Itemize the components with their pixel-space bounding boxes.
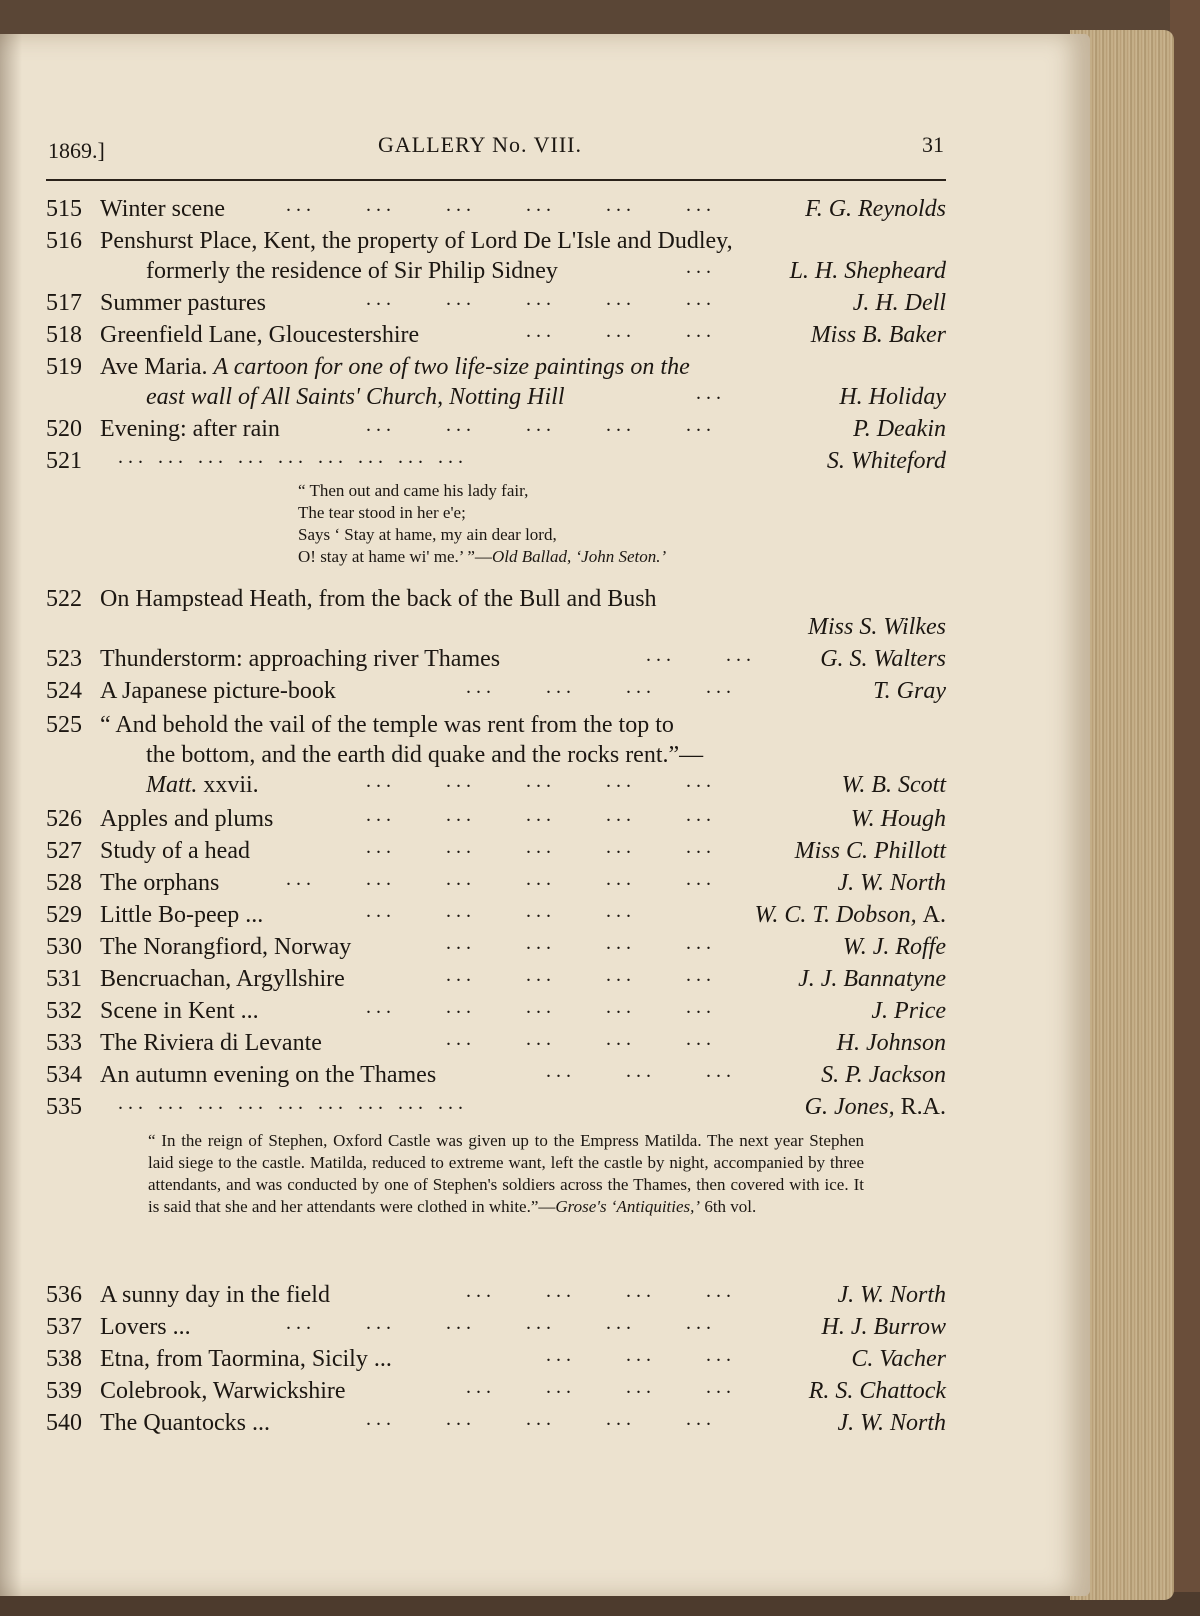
entry-title: Winter scene bbox=[100, 196, 225, 222]
entry-number: 532 bbox=[46, 998, 82, 1024]
entry-title: Lovers ... bbox=[100, 1314, 191, 1340]
header-year: 1869.] bbox=[48, 138, 105, 163]
entry-number: 517 bbox=[46, 290, 82, 316]
leader-dots: ... ... ... ... ... bbox=[366, 804, 716, 826]
entry-artist: J. W. North bbox=[837, 870, 946, 896]
entry-title: Thunderstorm: approaching river Thames bbox=[100, 646, 501, 672]
entry-artist: G. S. Walters bbox=[820, 646, 946, 672]
leader-dots: ... ... ... ... ... ... ... ... ... bbox=[118, 1092, 468, 1114]
entry-artist: J. W. North bbox=[837, 1282, 946, 1308]
leader-dots: ... ... ... ... bbox=[466, 1280, 736, 1302]
entry-title: Etna, from Taormina, Sicily ... bbox=[100, 1346, 392, 1372]
entry-number: 526 bbox=[46, 806, 82, 832]
entry-number: 534 bbox=[46, 1062, 82, 1088]
entry-title: Greenfield Lane, Gloucestershire bbox=[100, 322, 420, 348]
leader-dots: ... ... ... ... ... ... ... ... ... bbox=[118, 446, 468, 468]
entry-title: A Japanese picture-book bbox=[100, 678, 336, 704]
entry-number: 539 bbox=[46, 1378, 82, 1404]
quote-line: “ Then out and came his lady fair, bbox=[298, 481, 529, 500]
entry-number: 521 bbox=[46, 448, 82, 474]
entry-title-continuation: Matt. xxvii. bbox=[146, 772, 259, 798]
entry-artist: J. H. Dell bbox=[852, 290, 946, 316]
entry-title: Colebrook, Warwickshire bbox=[100, 1378, 346, 1404]
entry-title: Little Bo-peep ... bbox=[100, 902, 264, 928]
entry-title: “ And behold the vail of the temple was rent from the top to bbox=[100, 712, 674, 738]
entry-number: 540 bbox=[46, 1410, 82, 1436]
entry-number: 536 bbox=[46, 1282, 82, 1308]
leader-dots: ... ... ... ... ... ... bbox=[286, 1312, 716, 1334]
entry-title-continuation: formerly the residence of Sir Philip Sidney bbox=[146, 258, 558, 284]
entry-number: 523 bbox=[46, 646, 82, 672]
page-number: 31 bbox=[922, 132, 944, 157]
leader-dots: ... ... ... ... ... bbox=[366, 770, 716, 792]
entry-artist: R. S. Chattock bbox=[808, 1378, 946, 1404]
leader-dots: ... ... ... ... ... bbox=[366, 996, 716, 1018]
entry-title: Bencruachan, Argyllshire bbox=[100, 966, 345, 992]
leader-dots: ... ... ... ... ... bbox=[366, 1408, 716, 1430]
entry-title: Scene in Kent ... bbox=[100, 998, 259, 1024]
entry-number: 535 bbox=[46, 1094, 82, 1120]
leader-dots: ... ... ... ... ... ... bbox=[286, 194, 716, 216]
entry-title-continuation: east wall of All Saints' Church, Notting Hill bbox=[146, 384, 565, 410]
entry-number: 516 bbox=[46, 228, 82, 254]
entry-artist: Miss B. Baker bbox=[810, 322, 946, 348]
entry-title: The Norangfiord, Norway bbox=[100, 934, 352, 960]
leader-dots: ... ... bbox=[646, 644, 756, 666]
quote-line: The tear stood in her e'e; bbox=[298, 503, 466, 522]
entry-artist: W. Hough bbox=[850, 806, 946, 832]
entry-title-continuation: the bottom, and the earth did quake and the rocks rent.”— bbox=[146, 742, 704, 768]
entry-artist: Miss S. Wilkes bbox=[808, 614, 946, 640]
entry-number: 518 bbox=[46, 322, 82, 348]
entry-artist: H. Johnson bbox=[836, 1030, 946, 1056]
leader-dots: ... ... ... bbox=[546, 1344, 736, 1366]
entry-title: Summer pastures bbox=[100, 290, 266, 316]
entry-artist: S. Whiteford bbox=[826, 448, 946, 474]
entry-number: 529 bbox=[46, 902, 82, 928]
entry-artist: H. Holiday bbox=[839, 384, 946, 410]
leader-dots: ... ... ... ... bbox=[366, 900, 636, 922]
entry-title: Apples and plums bbox=[100, 806, 274, 832]
entry-title: The Riviera di Levante bbox=[100, 1030, 322, 1056]
entry-artist: C. Vacher bbox=[851, 1346, 946, 1372]
entry-number: 520 bbox=[46, 416, 82, 442]
entry-artist: J. J. Bannatyne bbox=[798, 966, 946, 992]
entry-number: 524 bbox=[46, 678, 82, 704]
entry-number: 528 bbox=[46, 870, 82, 896]
entry-number: 525 bbox=[46, 712, 82, 738]
entry-number: 530 bbox=[46, 934, 82, 960]
entry-artist: S. P. Jackson bbox=[821, 1062, 946, 1088]
leader-dots: ... bbox=[696, 382, 726, 404]
entry-artist: H. J. Burrow bbox=[821, 1314, 946, 1340]
leader-dots: ... ... ... ... ... bbox=[366, 288, 716, 310]
header-rule bbox=[46, 179, 946, 181]
entry-artist: J. Price bbox=[871, 998, 946, 1024]
leader-dots: ... bbox=[686, 256, 716, 278]
entry-number: 531 bbox=[46, 966, 82, 992]
entry-number: 527 bbox=[46, 838, 82, 864]
entry-artist: W. C. T. Dobson, A. bbox=[754, 902, 946, 928]
leader-dots: ... ... ... ... bbox=[466, 676, 736, 698]
entry-title: On Hampstead Heath, from the back of the Bull and Bush bbox=[100, 586, 657, 612]
leader-dots: ... ... ... ... bbox=[446, 964, 716, 986]
leader-dots: ... ... ... ... ... ... bbox=[286, 868, 716, 890]
book-frame-right bbox=[1170, 0, 1200, 1616]
quote-grose: “ In the reign of Stephen, Oxford Castle was given up to the Empress Matilda. The next year Stephen laid siege to the castle. Matilda, reduced to extreme want, left the castle by night, accompanied by three attendants, and was conducted by one of Stephen's soldiers across the Thames, then covered with ice. It is said that she and her attendants were clothed in white.”—Grose's ‘Antiquities,’ 6th vol. bbox=[148, 1131, 864, 1216]
entry-artist: W. B. Scott bbox=[841, 772, 946, 798]
entry-artist: W. J. Roffe bbox=[842, 934, 946, 960]
entry-number: 533 bbox=[46, 1030, 82, 1056]
entry-number: 515 bbox=[46, 196, 82, 222]
entry-number: 522 bbox=[46, 586, 82, 612]
entry-title: A sunny day in the field bbox=[100, 1282, 330, 1308]
entry-artist: F. G. Reynolds bbox=[805, 196, 946, 222]
leader-dots: ... ... ... ... bbox=[466, 1376, 736, 1398]
header-gallery-title: GALLERY No. VIII. bbox=[378, 132, 582, 157]
leader-dots: ... ... ... ... ... bbox=[366, 836, 716, 858]
entry-title: An autumn evening on the Thames bbox=[100, 1062, 437, 1088]
book-frame-top bbox=[0, 0, 1200, 36]
entry-number: 537 bbox=[46, 1314, 82, 1340]
entry-artist: G. Jones, R.A. bbox=[804, 1094, 946, 1120]
quote-line: O! stay at hame wi' me.’ ”—Old Ballad, ‘John Seton.’ bbox=[298, 547, 667, 566]
entry-number: 538 bbox=[46, 1346, 82, 1372]
quote-line: Says ‘ Stay at hame, my ain dear lord, bbox=[298, 525, 557, 544]
entry-artist: P. Deakin bbox=[853, 416, 946, 442]
entry-title: Evening: after rain bbox=[100, 416, 280, 442]
leader-dots: ... ... ... ... ... bbox=[366, 414, 716, 436]
leader-dots: ... ... ... ... bbox=[446, 932, 716, 954]
entry-title: Penshurst Place, Kent, the property of Lord De L'Isle and Dudley, bbox=[100, 228, 733, 254]
leader-dots: ... ... ... bbox=[546, 1060, 736, 1082]
entry-artist: T. Gray bbox=[873, 678, 946, 704]
leader-dots: ... ... ... ... bbox=[446, 1028, 716, 1050]
entry-number: 519 bbox=[46, 354, 82, 380]
leader-dots: ... ... ... bbox=[526, 320, 716, 342]
entry-artist: L. H. Shepheard bbox=[789, 258, 946, 284]
running-head bbox=[48, 130, 944, 170]
entry-artist: Miss C. Phillott bbox=[794, 838, 946, 864]
entry-artist: J. W. North bbox=[837, 1410, 946, 1436]
entry-title: The orphans bbox=[100, 870, 220, 896]
entry-title: Ave Maria. A cartoon for one of two life-size paintings on the bbox=[100, 354, 690, 380]
quote-ballad bbox=[298, 480, 666, 568]
gutter-shadow bbox=[0, 34, 22, 1596]
entry-title: The Quantocks ... bbox=[100, 1410, 270, 1436]
entry-title: Study of a head bbox=[100, 838, 250, 864]
